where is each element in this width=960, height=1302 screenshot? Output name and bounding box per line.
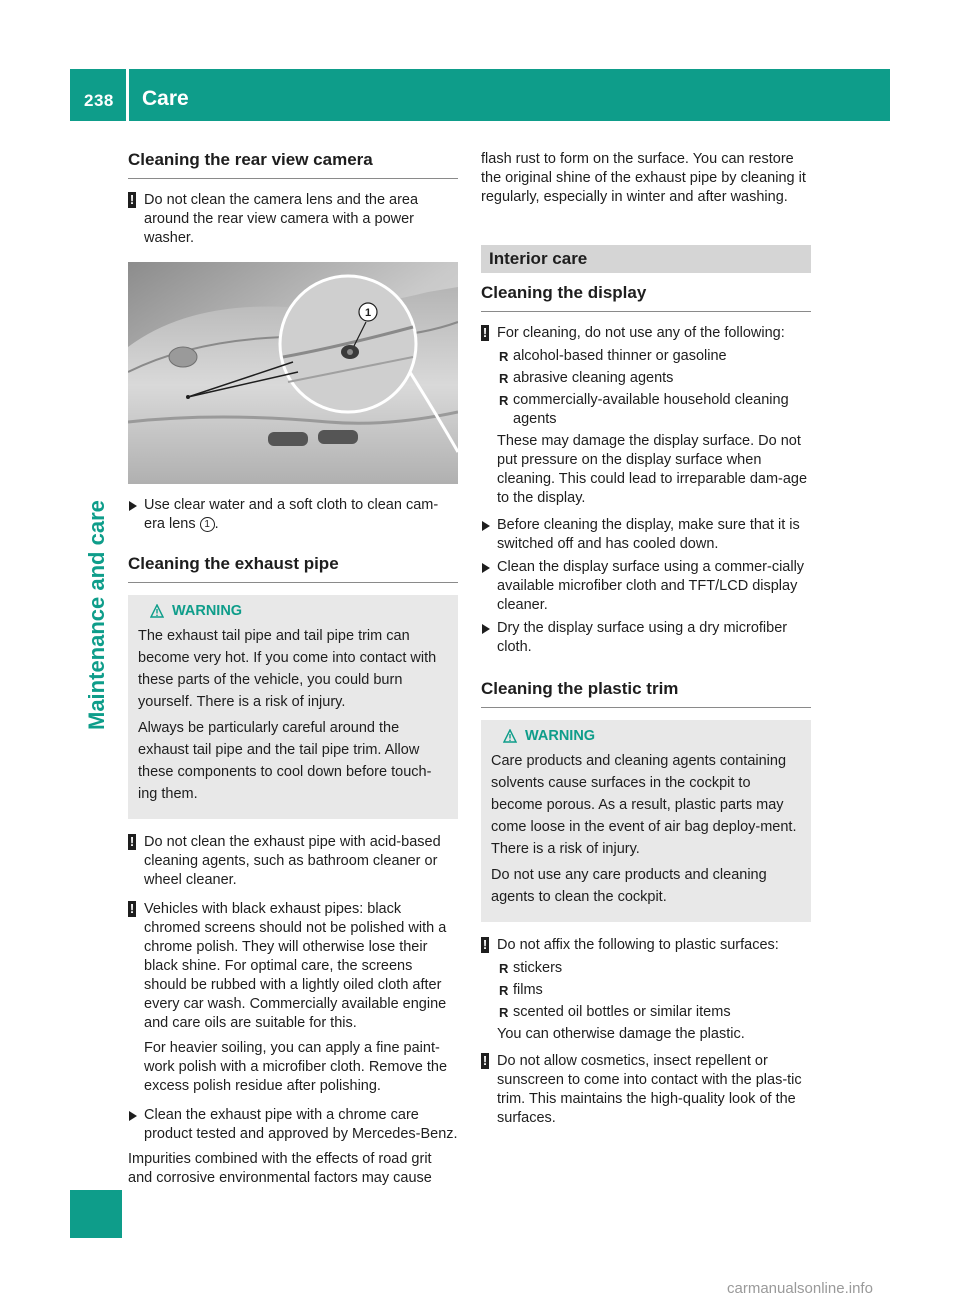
header-divider [126, 69, 129, 121]
list-item: R stickers [499, 960, 563, 976]
display-after-text: These may damage the display surface. Do not put pressure on the display surface when cleaning. This could lead to irreparable dam-age to the display. [497, 433, 808, 506]
camera-step [128, 496, 458, 534]
display-step-2 [481, 558, 811, 615]
step-arrow-icon [482, 563, 490, 573]
warning-title: WARNING [172, 603, 243, 619]
trim-bullet-list [481, 959, 811, 1044]
trim-notice-2 [481, 1052, 811, 1128]
camera-step-text: Use clear water and a soft cloth to clean cam-era lens [144, 497, 439, 532]
trim-notice-2-text: Do not allow cosmetics, insect repellent or sunscreen to come into contact with the plas-tic trim. This maintains the high-quality look of the surfaces. [497, 1053, 802, 1126]
watermark: carmanualsonline.info [727, 1280, 873, 1297]
trim-after-text: You can otherwise damage the plastic. [497, 1026, 745, 1042]
warning-triangle-icon [503, 729, 517, 743]
display-bullet-list [481, 347, 811, 508]
display-notice [481, 324, 811, 343]
list-item-text: scented oil bottles or similar items [513, 1004, 731, 1020]
exhaust-notice-2-text: Vehicles with black exhaust pipes: black chromed screens should not be polished with a chrome polish. They will otherwise lose their black shine. For optimal care, the screens should be rubbed with a lightly oiled cloth after every car wash. Commercially available engine and care oils are suitable for this. [144, 901, 447, 1031]
exhaust-warning-box [128, 595, 458, 819]
display-step-text: Clean the display surface using a commer-cially available microfiber cloth and TFT/LCD display cleaner. [497, 559, 805, 613]
notice-icon: ! [129, 901, 135, 916]
exhaust-step-text: Clean the exhaust pipe with a chrome care product tested and approved by Mercedes-Benz. [144, 1107, 458, 1142]
exhaust-warning-text-1: The exhaust tail pipe and tail pipe trim can become very hot. If you come into contact with these parts of the vehicle, you could burn yourself. There is a risk of injury. [138, 628, 437, 710]
exhaust-step [128, 1106, 458, 1144]
callout-ref-1: 1 [200, 517, 215, 532]
trim-warning-text-1: Care products and cleaning agents containing solvents cause surfaces in the cockpit to become porous. As a result, plastic parts may come loose in the event of air bag deploy-ment. There is a risk of injury. [491, 753, 797, 857]
exhaust-paragraph: Impurities combined with the effects of road grit and corrosive environmental factors may cause [128, 1151, 432, 1186]
list-item: R abrasive cleaning agents [499, 370, 674, 386]
notice-icon: ! [482, 1053, 488, 1068]
page-number: 238 [84, 91, 114, 110]
notice-icon: ! [482, 325, 488, 340]
list-item-text: alcohol-based thinner or gasoline [513, 348, 727, 364]
camera-heading: Cleaning the rear view camera [128, 150, 458, 179]
page-header-bar [70, 69, 890, 121]
exhaust-notice-2 [128, 900, 458, 1096]
list-item: R commercially-available household cleaning agents [499, 392, 789, 427]
exhaust-continuation: flash rust to form on the surface. You can restore the original shine of the exhaust pipe by cleaning it regularly, especially in winter and after washing. [481, 151, 806, 205]
display-heading: Cleaning the display [481, 283, 811, 312]
step-arrow-icon [482, 624, 490, 634]
exhaust-heading: Cleaning the exhaust pipe [128, 554, 458, 583]
list-item-text: commercially-available household cleaning agents [513, 392, 789, 427]
figure-callout-1: 1 [364, 307, 372, 319]
step-arrow-icon [129, 1111, 137, 1121]
list-item-text: abrasive cleaning agents [513, 370, 674, 386]
list-item: R films [499, 982, 543, 998]
warning-header [138, 603, 448, 619]
side-tab-label: Maintenance and care [84, 500, 109, 730]
rear-camera-figure [128, 262, 458, 484]
trim-warning-box [481, 720, 811, 922]
warning-title: WARNING [525, 728, 596, 744]
side-tab-marker [70, 1190, 122, 1238]
page-title: Care [142, 87, 189, 110]
right-column [481, 150, 811, 1138]
display-step-text: Before cleaning the display, make sure that it is switched off and has cooled down. [497, 517, 800, 552]
display-step-1 [481, 516, 811, 554]
exhaust-notice-2-extra: For heavier soiling, you can apply a fine paint-work polish with a microfiber cloth. Remove the excess polish residue after polishing. [144, 1040, 448, 1094]
interior-care-heading: Interior care [481, 245, 811, 273]
display-notice-text: For cleaning, do not use any of the following: [497, 325, 785, 341]
exhaust-notice-1 [128, 833, 458, 890]
left-column [128, 150, 458, 1196]
notice-icon: ! [129, 192, 135, 207]
list-item: R alcohol-based thinner or gasoline [499, 348, 727, 364]
notice-icon: ! [482, 937, 488, 952]
list-item: R scented oil bottles or similar items [499, 1004, 731, 1020]
step-arrow-icon [129, 501, 137, 511]
warning-header [491, 728, 801, 744]
list-item-text: films [513, 982, 543, 998]
camera-notice [128, 191, 458, 248]
trim-notice-1 [481, 936, 811, 955]
trim-warning-text-2: Do not use any care products and cleaning agents to clean the cockpit. [491, 867, 767, 905]
plastic-trim-heading: Cleaning the plastic trim [481, 679, 811, 708]
step-arrow-icon [482, 521, 490, 531]
exhaust-notice-1-text: Do not clean the exhaust pipe with acid-based cleaning agents, such as bathroom cleaner or wheel cleaner. [144, 834, 441, 888]
list-item-text: stickers [513, 960, 563, 976]
display-step-3 [481, 619, 811, 657]
exhaust-warning-text-2: Always be particularly careful around the exhaust tail pipe and the tail pipe trim. Allow these components to cool down before touch-ing them. [138, 720, 432, 802]
trim-notice-1-text: Do not affix the following to plastic surfaces: [497, 937, 779, 953]
display-step-text: Dry the display surface using a dry microfiber cloth. [497, 620, 788, 655]
warning-triangle-icon [150, 604, 164, 618]
camera-step-suffix: . [214, 516, 219, 532]
camera-notice-text: Do not clean the camera lens and the area around the rear view camera with a power washer. [144, 192, 419, 246]
notice-icon: ! [129, 834, 135, 849]
